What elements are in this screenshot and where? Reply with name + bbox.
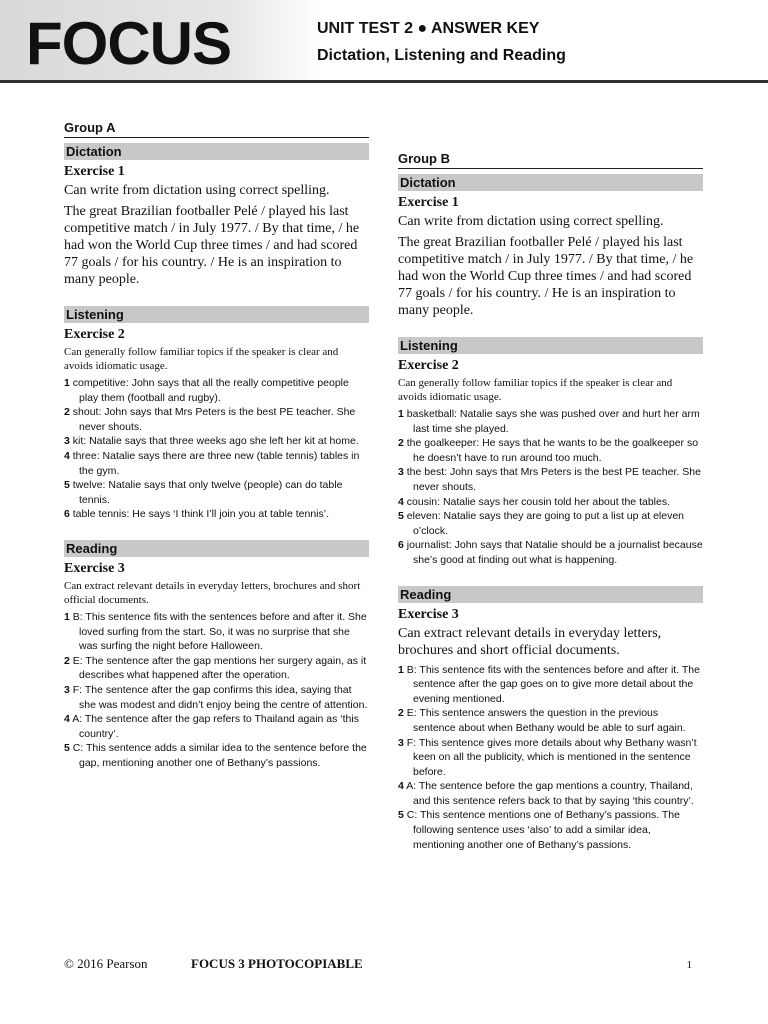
group-b-reading-answers: [398, 663, 703, 853]
focus-logo: FOCUS: [26, 10, 231, 77]
list-item: 4 three: Natalie says there are three new (table tennis) tables in the gym.: [64, 449, 360, 477]
group-a-reading-lead: Can extract relevant details in everyday letters, brochures and short official documents.: [64, 579, 361, 606]
list-item: 2 E: The sentence after the gap mentions her surgery again, as it describes what happened after the operation.: [64, 654, 367, 682]
list-item: 4 A: The sentence after the gap refers to Thailand again as ‘this country’.: [64, 713, 359, 740]
page-number: 1: [686, 959, 692, 971]
group-a-listening-answers: [64, 376, 369, 522]
group-b-exercise-3: Exercise 3: [398, 606, 459, 622]
list-item: 6 journalist: John says that Natalie should be a journalist because she’s good at finding out what is happening.: [398, 539, 703, 566]
group-b-listening-lead: Can generally follow familiar topics if the speaker is clear and avoids idiomatic usage.: [398, 377, 673, 403]
list-item: 3 F: The sentence after the gap confirms this idea, saying that she was modest and didn’t enjoy being the centre of attention.: [64, 683, 368, 711]
group-a-reading-answers: [64, 610, 369, 771]
group-b-listening-heading: Listening: [398, 337, 703, 354]
group-a-reading-heading: Reading: [64, 540, 369, 557]
list-item: 3 kit: Natalie says that three weeks ago she left her kit at home.: [64, 435, 359, 448]
group-a-listening-heading: Listening: [64, 306, 369, 323]
list-item: 3 the best: John says that Mrs Peters is the best PE teacher. She never shouts.: [398, 466, 701, 493]
doc-subtitle: Dictation, Listening and Reading: [317, 47, 566, 64]
list-item: 4 A: The sentence before the gap mentions a country, Thailand, and this sentence refers back to that by saying ‘this country’.: [398, 780, 694, 807]
list-item: 1 B: This sentence fits with the sentences before and after it. She loved surfing from the start. So, it was no surprise that she was surfing the night before Halloween.: [64, 610, 367, 653]
list-item: 5 eleven: Natalie says they are going to put a list up at eleven o’clock.: [398, 510, 685, 537]
group-b-exercise-1: Exercise 1: [398, 195, 459, 210]
group-b-column: [398, 151, 703, 852]
group-a-label: Group A: [64, 120, 369, 138]
group-a-dictation-lead: Can write from dictation using correct spelling.: [64, 183, 330, 198]
group-b-listening-answers: [398, 407, 703, 568]
photocopiable-text: FOCUS 3 PHOTOCOPIABLE: [191, 956, 363, 971]
list-item: 5 twelve: Natalie says that only twelve (people) can do table tennis.: [64, 479, 343, 506]
group-a-column: [64, 120, 369, 770]
list-item: 2 E: This sentence answers the question in the previous sentence about when Bethany would be able to surf again.: [398, 707, 686, 734]
list-item: 5 C: This sentence adds a similar idea to the sentence before the gap, mentioning another one of Bethany’s passions.: [64, 742, 367, 769]
group-a-exercise-2: Exercise 2: [64, 327, 125, 342]
list-item: 6 table tennis: He says ‘I think I’ll join you at table tennis’.: [64, 508, 329, 521]
group-a-exercise-3: Exercise 3: [64, 560, 125, 576]
list-item: 3 F: This sentence gives more details about why Bethany wasn’t keen on all the publicity, which is mentioned in the sentence before.: [398, 736, 697, 778]
header-rule: [0, 80, 768, 83]
list-item: 1 B: This sentence fits with the sentences before and after it. The sentence after the gap goes on to give more detail about the evening mentioned.: [398, 663, 700, 705]
group-b-dictation-text: The great Brazilian footballer Pelé / played his last competitive match / in July 1977. / By that time, / he had won the World Cup three times / and had scored 77 goals / for his country. / He is an inspiration to many people.: [398, 235, 694, 318]
list-item: 1 basketball: Natalie says she was pushed over and hurt her arm last time she played.: [398, 408, 700, 435]
group-a-dictation-heading: Dictation: [64, 143, 369, 160]
group-b-label: Group B: [398, 151, 703, 169]
group-a-exercise-1: Exercise 1: [64, 164, 125, 179]
group-b-dictation-heading: Dictation: [398, 174, 703, 191]
list-item: 4 cousin: Natalie says her cousin told her about the tables.: [398, 495, 671, 508]
group-a-listening-lead: Can generally follow familiar topics if the speaker is clear and avoids idiomatic usage.: [64, 346, 339, 372]
group-a-dictation-text: The great Brazilian footballer Pelé / played his last competitive match / in July 1977. / By that time, / he had won the World Cup three times / and had scored 77 goals / for his country. / He is an inspiration to many people.: [64, 204, 360, 287]
group-b-reading-lead: Can extract relevant details in everyday letters, brochures and short official documents.: [398, 625, 662, 658]
list-item: 5 C: This sentence mentions one of Bethany’s passions. The following sentence uses ‘also’ to add a similar idea, mentioning another one of Bethany’s passions.: [398, 809, 680, 851]
list-item: 2 the goalkeeper: He says that he wants to be the goalkeeper so he doesn’t have to run around too much.: [398, 437, 699, 464]
list-item: 2 shout: John says that Mrs Peters is the best PE teacher. She never shouts.: [64, 406, 356, 433]
doc-title: UNIT TEST 2 ● ANSWER KEY: [317, 20, 540, 37]
copyright-text: © 2016 Pearson: [64, 956, 148, 971]
group-b-exercise-2: Exercise 2: [398, 358, 459, 373]
group-b-dictation-lead: Can write from dictation using correct spelling.: [398, 214, 664, 229]
group-b-reading-heading: Reading: [398, 586, 703, 603]
list-item: 1 competitive: John says that all the really competitive people play them (football and rugby).: [64, 377, 349, 404]
